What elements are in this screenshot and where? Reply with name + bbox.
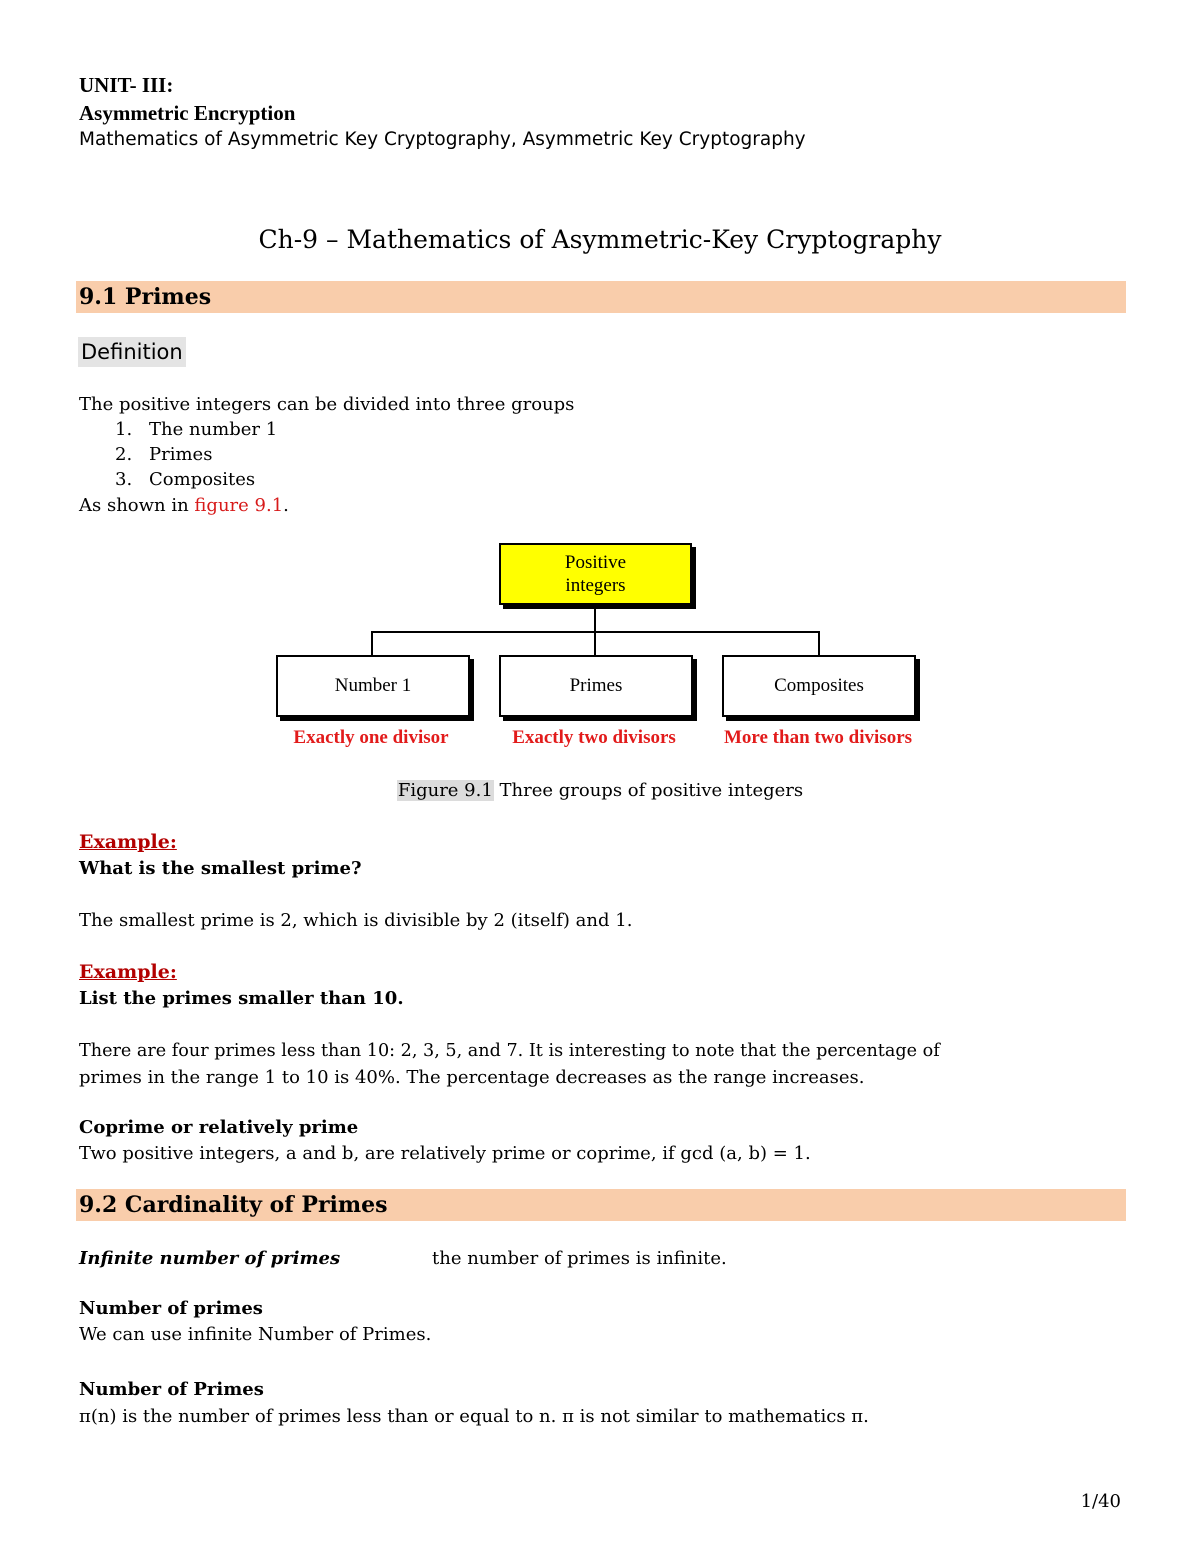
page-number: 1/40 [1080,1491,1121,1512]
subject-heading: Asymmetric Encryption [79,101,296,125]
example-label: Example: [79,961,177,983]
list-item [115,467,256,492]
pi-function-text: π(n) is the number of primes less than or equal to n. π is not similar to mathematics π. [79,1406,869,1427]
example-question: List the primes smaller than 10. [79,988,404,1009]
infinite-primes-text: the number of primes is infinite. [432,1248,727,1269]
number-of-primes-title-2: Number of Primes [79,1379,264,1400]
number-of-primes-title: Number of primes [79,1298,263,1319]
connector-line [594,631,596,655]
shown-suffix: . [283,495,289,516]
list-item [115,417,278,442]
example-label: Example: [79,831,177,853]
intro-text: The positive integers can be divided into three groups [79,394,575,415]
child-label: Primes [569,675,623,696]
unit-topics: Mathematics of Asymmetric Key Cryptography, Asymmetric Key Cryptography [79,129,806,150]
child-label: Composites [774,675,864,696]
coprime-title: Coprime or relatively prime [79,1117,359,1138]
list-number: 3. [115,469,133,490]
list-number: 1. [115,419,133,440]
divisor-label: Exactly one divisor [293,727,449,748]
section-title-9-2: 9.2 Cardinality of Primes [79,1192,388,1218]
connector-line [594,605,596,632]
root-label-line2: integers [565,575,626,596]
child-box-primes [499,655,693,717]
child-label: Number 1 [334,675,412,696]
divisor-label: Exactly two divisors [512,727,676,748]
section-title-9-1: 9.1 Primes [79,284,212,310]
divisor-label: More than two divisors [723,727,913,748]
figure-link[interactable]: figure 9.1 [194,495,284,516]
list-number: 2. [115,444,133,465]
figure-caption [0,778,1200,803]
figure-caption-text: Three groups of positive integers [493,780,804,801]
shown-prefix: As shown in [79,495,195,516]
section-bar-9-1 [76,281,1126,313]
list-item [115,442,213,467]
chapter-title: Ch-9 – Mathematics of Asymmetric-Key Cryptography [258,225,942,254]
list-text: Primes [149,444,213,465]
coprime-text: Two positive integers, a and b, are relatively prime or coprime, if gcd (a, b) = 1. [79,1143,811,1164]
example-answer-line1: There are four primes less than 10: 2, 3, 5, and 7. It is interesting to note that the percentage of [79,1041,940,1061]
root-box-positive-integers [499,543,692,605]
list-text: The number 1 [149,419,278,440]
child-box-composites [722,655,916,717]
example-answer-line2: primes in the range 1 to 10 is 40%. The percentage decreases as the range increases. [79,1067,865,1088]
unit-heading: UNIT- III: [79,73,174,97]
root-label-line1: Positive [564,552,627,573]
example-answer: The smallest prime is 2, which is divisible by 2 (itself) and 1. [79,910,633,931]
shown-in-line [79,493,289,518]
infinite-primes-label: Infinite number of primes [79,1248,341,1269]
connector-line [818,631,820,655]
number-of-primes-text: We can use infinite Number of Primes. [79,1324,432,1345]
figure-caption-label: Figure 9.1 [397,780,493,801]
list-text: Composites [149,469,256,490]
definition-label: Definition [78,337,186,367]
example-question: What is the smallest prime? [79,858,362,879]
connector-line [371,631,373,655]
child-box-number-1 [276,655,470,717]
